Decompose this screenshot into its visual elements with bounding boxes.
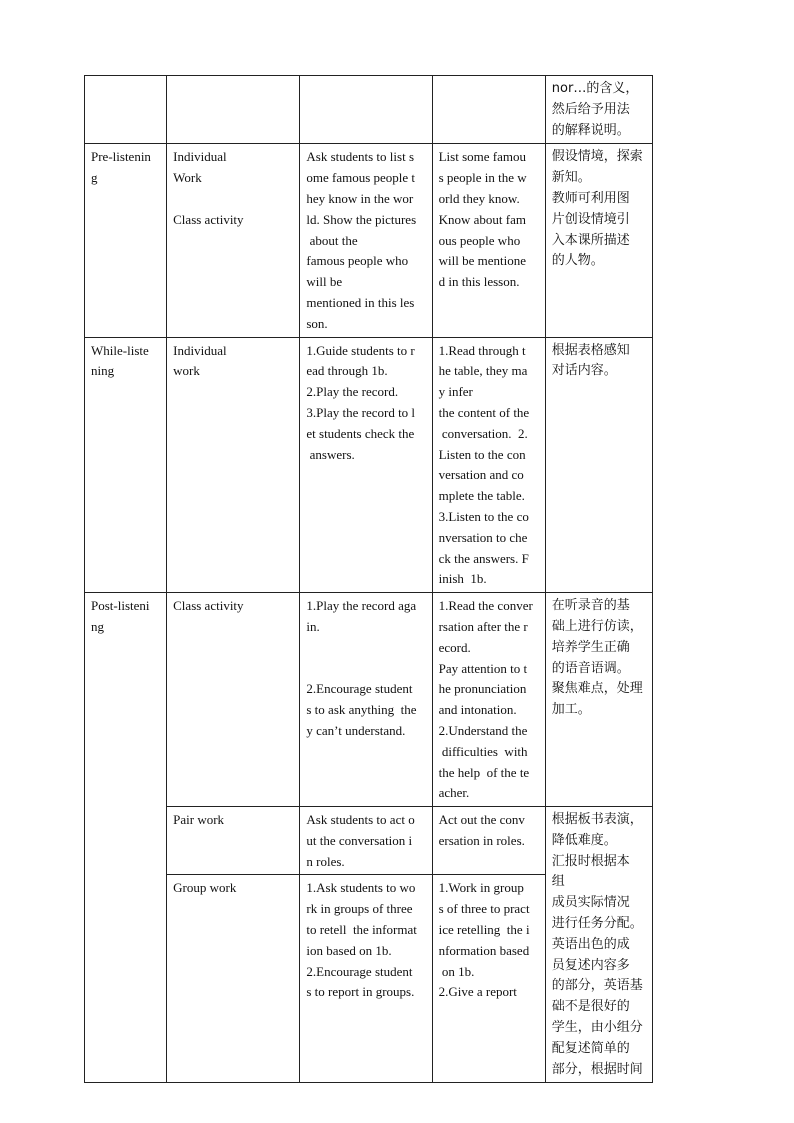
- student-line: nformation based: [438, 942, 530, 958]
- activity-type-line: Work: [173, 170, 202, 186]
- stage-line: g: [91, 170, 98, 186]
- teacher-line: [306, 638, 426, 659]
- activity-type-line: work: [173, 363, 200, 379]
- table-row: [85, 76, 653, 144]
- teacher-line: 3.Play the record to l: [306, 404, 416, 420]
- student-line: List some famou: [438, 149, 526, 165]
- teacher-line: in.: [306, 618, 320, 634]
- student-line: s people in the w: [438, 170, 527, 186]
- teacher-line: ut the conversation i: [306, 832, 413, 848]
- purpose-line: 部分，根据时间: [551, 1061, 643, 1077]
- purpose-cell: [545, 807, 652, 1083]
- teacher-line: 2.Encourage student: [306, 681, 413, 697]
- purpose-line: 在听录音的基: [551, 598, 630, 614]
- student-line: Listen to the con: [438, 446, 526, 462]
- student-line: Know about fam: [438, 211, 526, 227]
- teacher-line: et students check the: [306, 425, 415, 441]
- student-line: 1.Read through t: [438, 342, 526, 358]
- student-line: Act out the conv: [438, 812, 525, 828]
- teacher-activity-cell: [300, 76, 432, 144]
- purpose-line: 础上进行仿读，: [551, 618, 643, 634]
- teacher-line: mentioned in this les: [306, 294, 415, 310]
- teacher-activity-cell: [300, 144, 432, 337]
- purpose-line: 成员实际情况: [551, 895, 630, 911]
- student-activity-cell: [432, 593, 545, 807]
- teacher-line: ion based on 1b.: [306, 942, 392, 958]
- student-activity-cell: [432, 875, 545, 1083]
- student-line: ecord.: [438, 639, 471, 655]
- student-line: acher.: [438, 785, 470, 801]
- purpose-line: 新知。: [551, 170, 591, 186]
- table-row: [85, 337, 653, 593]
- student-line: inish 1b.: [438, 571, 487, 587]
- student-line: y infer: [438, 384, 473, 400]
- teacher-line: y can’t understand.: [306, 722, 406, 738]
- teacher-activity-cell: [300, 875, 432, 1083]
- purpose-line: 员复述内容多: [551, 957, 630, 973]
- purpose-line: 根据表格感知: [551, 342, 630, 358]
- teacher-activity-cell: [300, 337, 432, 593]
- student-line: he pronunciation: [438, 681, 527, 697]
- student-line: difficulties with: [438, 743, 528, 759]
- table-row: [85, 807, 653, 875]
- teacher-line: n roles.: [306, 853, 345, 869]
- purpose-line: 入本课所描述: [551, 232, 630, 248]
- purpose-line: 假设情境，探索: [551, 149, 643, 165]
- purpose-line: 汇报时根据本: [551, 853, 630, 869]
- teacher-line: answers.: [306, 446, 355, 462]
- stage-cell: [85, 593, 167, 1083]
- activity-type-cell: [167, 875, 300, 1083]
- student-line: s of three to pract: [438, 901, 530, 917]
- teacher-line: 1.Guide students to r: [306, 342, 415, 358]
- purpose-line: 学生，由小组分: [551, 1020, 643, 1036]
- student-line: versation and co: [438, 467, 524, 483]
- teacher-line: ld. Show the pictures: [306, 211, 417, 227]
- teacher-line: 1.Play the record aga: [306, 598, 417, 614]
- student-activity-cell: [432, 76, 545, 144]
- teacher-line: 1.Ask students to wo: [306, 880, 416, 896]
- student-line: orld they know.: [438, 190, 520, 206]
- student-line: d in this lesson.: [438, 274, 520, 290]
- student-line: will be mentione: [438, 253, 526, 269]
- purpose-cell: [545, 144, 652, 337]
- student-line: Pay attention to t: [438, 660, 528, 676]
- student-line: ice retelling the i: [438, 922, 530, 938]
- purpose-line: 础不是很好的: [551, 999, 630, 1015]
- teacher-line: about the: [306, 232, 358, 248]
- teacher-line: to retell the informat: [306, 922, 417, 938]
- student-line: the content of the: [438, 404, 530, 420]
- purpose-line: 配复述简单的: [551, 1040, 630, 1056]
- teacher-line: [306, 659, 426, 680]
- teacher-line: ome famous people t: [306, 170, 416, 186]
- purpose-cell: [545, 76, 652, 144]
- purpose-line: 的部分，英语基: [551, 978, 643, 994]
- teacher-line: hey know in the wor: [306, 190, 414, 206]
- purpose-cell: [545, 593, 652, 807]
- purpose-line: 加工。: [551, 702, 591, 718]
- purpose-line: 对话内容。: [551, 363, 617, 379]
- activity-type-line: Individual: [173, 342, 227, 358]
- student-line: the help of the te: [438, 764, 530, 780]
- student-line: nversation to che: [438, 529, 528, 545]
- teacher-line: 2.Play the record.: [306, 384, 399, 400]
- activity-type-line: Class activity: [173, 598, 244, 614]
- student-line: 2.Give a report: [438, 984, 517, 1000]
- student-line: 2.Understand the: [438, 722, 528, 738]
- purpose-line: 片创设情境引: [551, 211, 630, 227]
- student-line: rsation after the r: [438, 618, 528, 634]
- purpose-line: 教师可利用图: [551, 190, 630, 206]
- activity-type-cell: [167, 337, 300, 593]
- teacher-line: will be: [306, 274, 343, 290]
- teacher-activity-cell: [300, 807, 432, 875]
- teacher-activity-cell: [300, 593, 432, 807]
- stage-cell: [85, 76, 167, 144]
- activity-type-cell: [167, 807, 300, 875]
- teacher-line: Ask students to list s: [306, 149, 414, 165]
- student-line: 1.Work in group: [438, 880, 524, 896]
- student-line: ous people who: [438, 232, 521, 248]
- purpose-line: 降低难度。: [551, 832, 617, 848]
- purpose-line: 组: [551, 874, 565, 890]
- purpose-line: nor…的含义，: [551, 81, 639, 96]
- purpose-line: 进行任务分配。: [551, 916, 643, 932]
- student-line: ersation in roles.: [438, 832, 525, 848]
- student-activity-cell: [432, 144, 545, 337]
- teacher-line: ead through 1b.: [306, 363, 388, 379]
- teacher-line: Ask students to act o: [306, 812, 415, 828]
- student-activity-cell: [432, 807, 545, 875]
- stage-line: While-liste: [91, 342, 149, 358]
- purpose-line: 聚焦难点，处理: [551, 681, 643, 697]
- purpose-line: 的解释说明。: [551, 122, 630, 138]
- activity-type-cell: [167, 593, 300, 807]
- lesson-plan-table: [84, 75, 653, 1083]
- teacher-line: s to ask anything the: [306, 702, 417, 718]
- stage-line: ning: [91, 363, 115, 379]
- student-line: and intonation.: [438, 702, 517, 718]
- table-row: [85, 593, 653, 807]
- activity-type-line: Individual: [173, 149, 227, 165]
- purpose-line: 英语出色的成: [551, 936, 630, 952]
- purpose-line: 培养学生正确: [551, 639, 630, 655]
- purpose-line: 的人物。: [551, 253, 604, 269]
- stage-line: Post-listeni: [91, 598, 150, 614]
- student-activity-cell: [432, 337, 545, 593]
- activity-type-cell: [167, 144, 300, 337]
- teacher-line: rk in groups of three: [306, 901, 413, 917]
- activity-type-line: Class activity: [173, 211, 244, 227]
- activity-type-line: [173, 189, 294, 210]
- stage-line: Pre-listenin: [91, 149, 151, 165]
- student-line: he table, they ma: [438, 363, 528, 379]
- teacher-line: famous people who: [306, 253, 409, 269]
- student-line: 1.Read the conver: [438, 598, 533, 614]
- stage-cell: [85, 337, 167, 593]
- purpose-line: 的语音语调。: [551, 660, 630, 676]
- purpose-cell: [545, 337, 652, 593]
- stage-line: ng: [91, 618, 104, 634]
- stage-cell: [85, 144, 167, 337]
- student-line: conversation. 2.: [438, 425, 528, 441]
- purpose-line: 根据板书表演，: [551, 812, 643, 828]
- purpose-line: 然后给予用法: [551, 101, 630, 117]
- teacher-line: son.: [306, 315, 328, 331]
- student-line: 3.Listen to the co: [438, 508, 529, 524]
- teacher-line: 2.Encourage student: [306, 963, 413, 979]
- activity-type-line: Group work: [173, 880, 237, 896]
- student-line: ck the answers. F: [438, 550, 529, 566]
- teacher-line: s to report in groups.: [306, 984, 415, 1000]
- table-row: [85, 144, 653, 337]
- student-line: on 1b.: [438, 963, 475, 979]
- student-line: mplete the table.: [438, 488, 525, 504]
- activity-type-cell: [167, 76, 300, 144]
- activity-type-line: Pair work: [173, 812, 225, 828]
